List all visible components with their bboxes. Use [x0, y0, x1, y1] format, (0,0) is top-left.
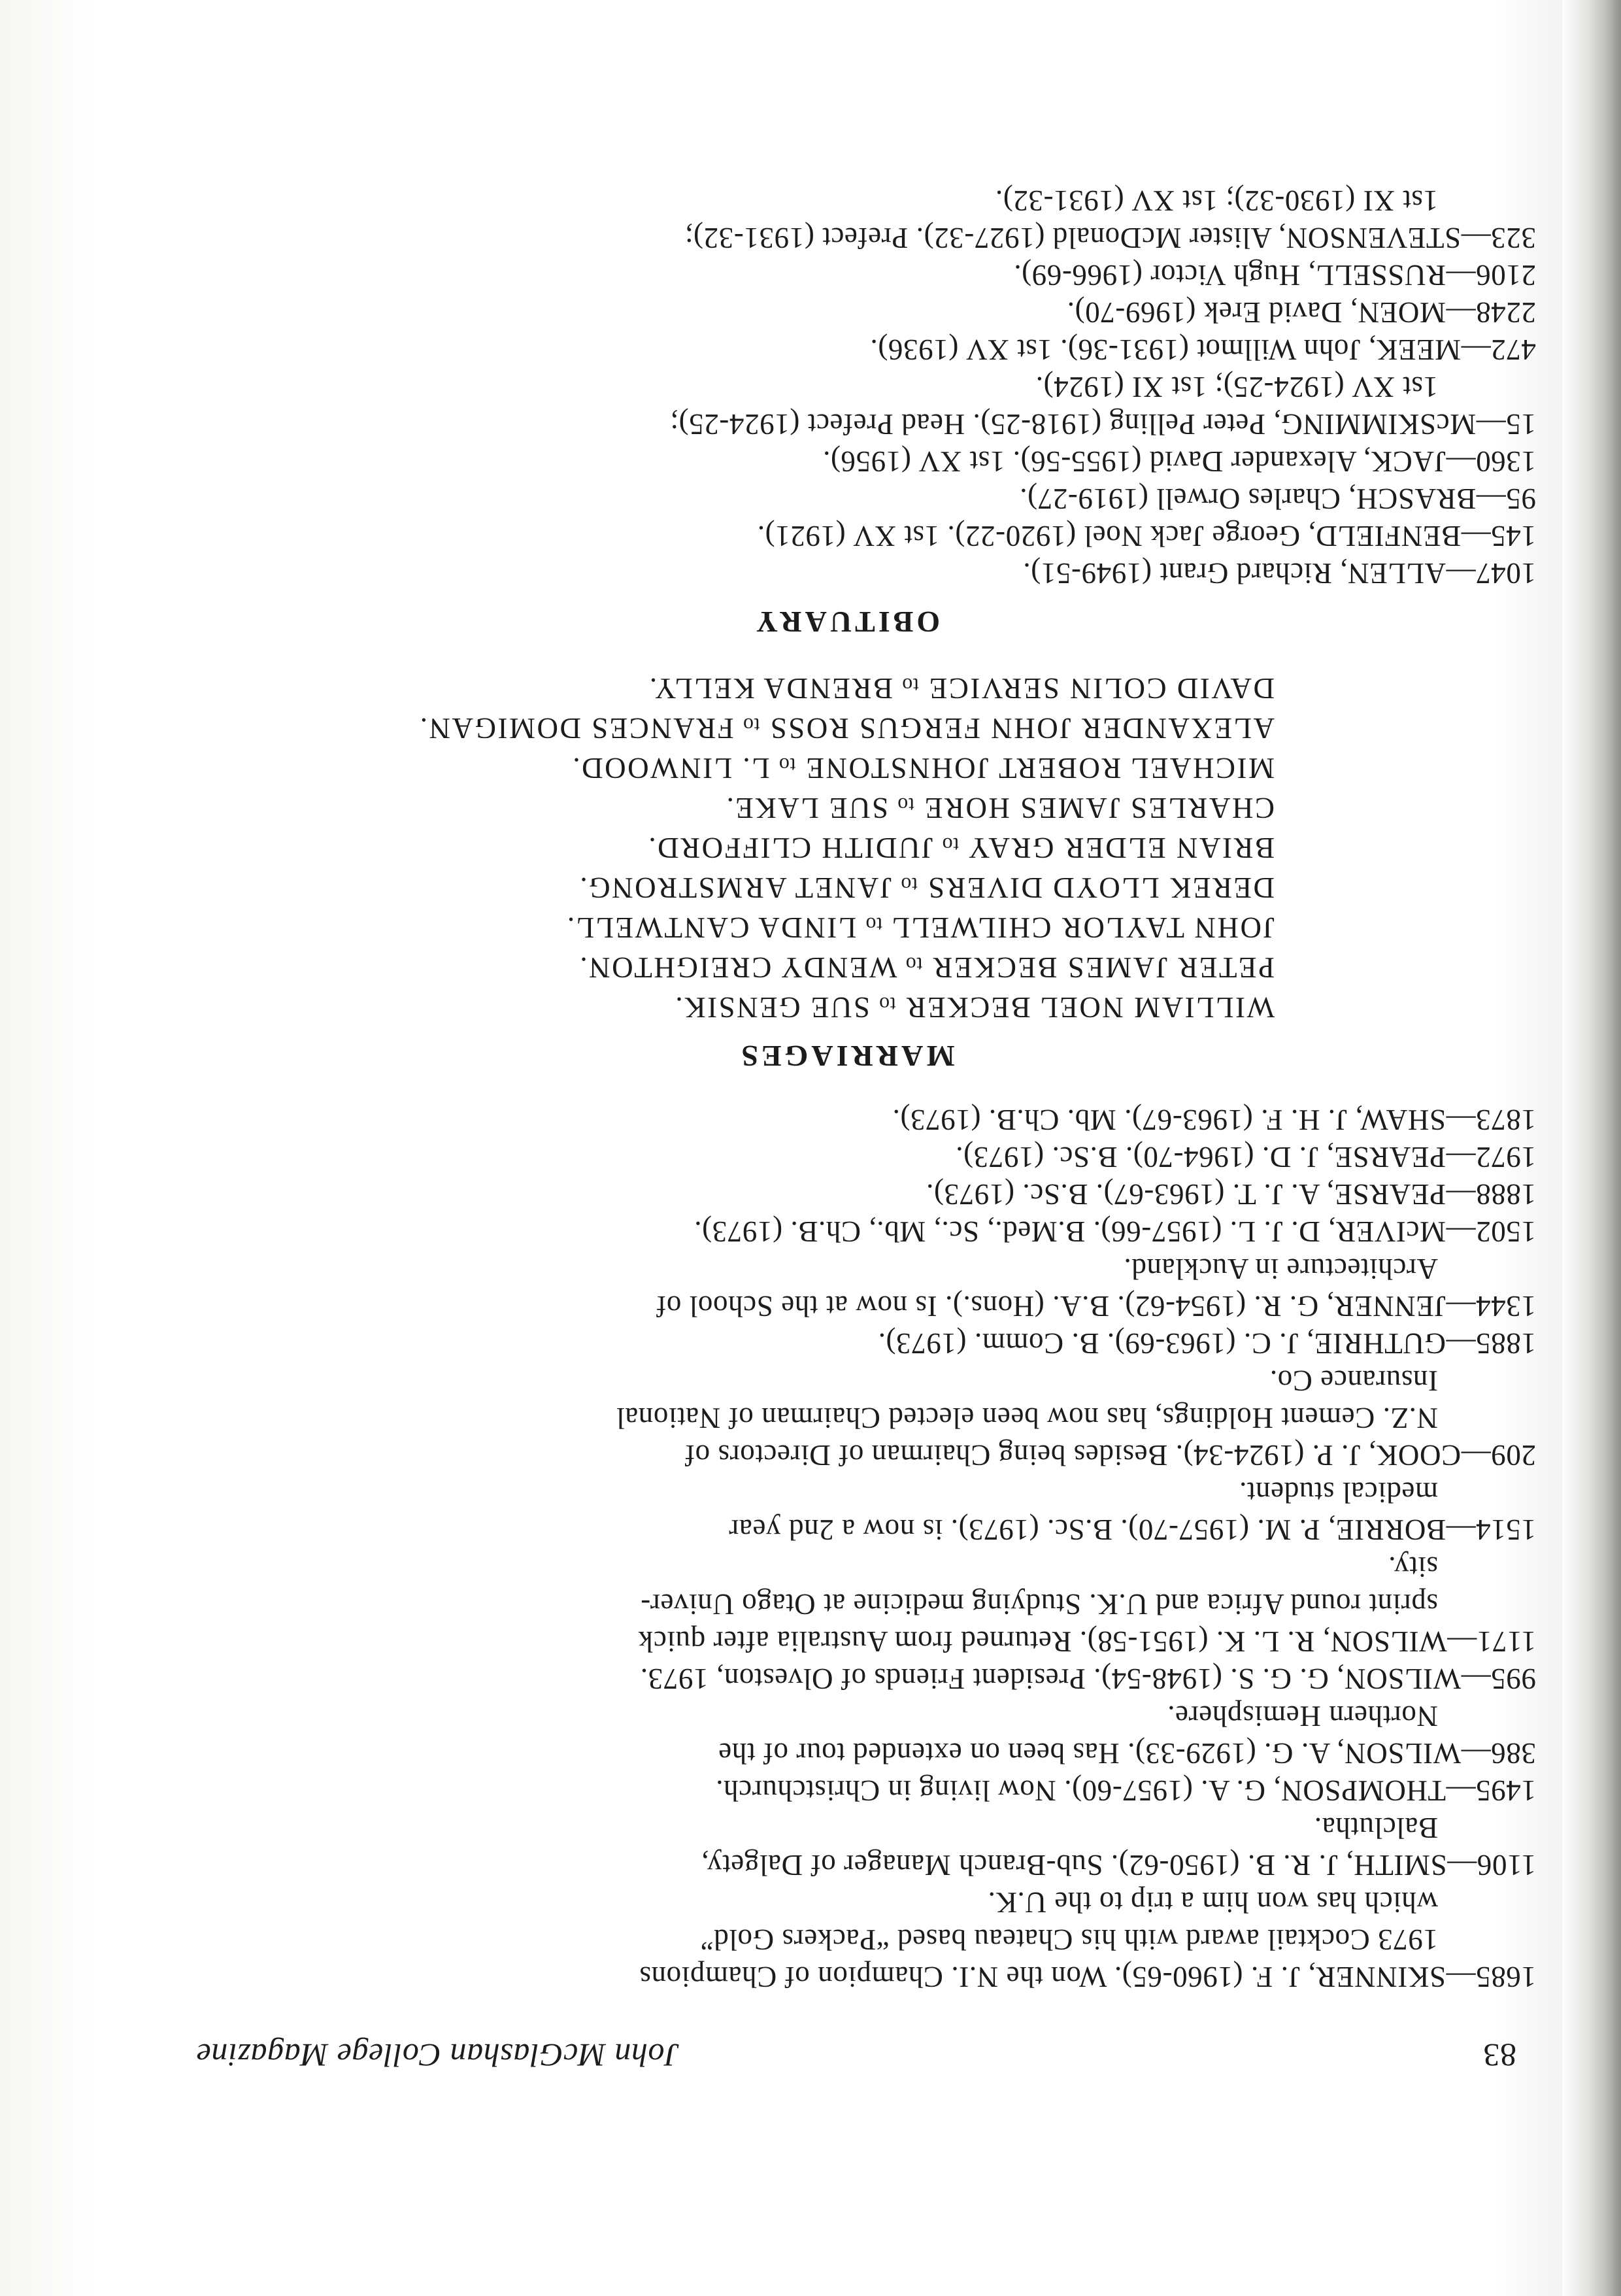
- marriage-connector: to: [905, 953, 923, 977]
- obituary-list: [157, 182, 1536, 592]
- entry-continuation-line: Insurance Co.: [1269, 1364, 1438, 1397]
- groom-name: MICHAEL ROBERT JOHNSTONE: [804, 752, 1275, 785]
- list-item: [157, 1809, 1536, 1883]
- marriage-entry: [157, 707, 1275, 747]
- list-item: [157, 256, 1536, 294]
- groom-name: DAVID COLIN SERVICE: [927, 672, 1275, 705]
- bride-name: JANET ARMSTRONG.: [578, 871, 892, 904]
- marriages-list: [157, 667, 1536, 1026]
- list-item: [157, 182, 1536, 256]
- marriage-entry: [157, 986, 1275, 1026]
- marriage-connector: to: [897, 794, 914, 817]
- entry-first-line: 1885—GUTHRIE, J. C. (1963-69). B. Comm. (1973).: [878, 1327, 1536, 1360]
- marriage-connector: to: [942, 834, 960, 857]
- list-item: [157, 1548, 1536, 1660]
- page-content: [157, 182, 1536, 2080]
- entry-continuation-line: sity.: [1388, 1551, 1438, 1583]
- entry-continuation-line: 1st XI (1930-32); 1st XV (1931-32).: [995, 184, 1438, 217]
- list-item: [157, 1697, 1536, 1772]
- entry-first-line: 1106—SMITH, J. R. B. (1950-62). Sub-Branch Manager of Dalgety,: [701, 1849, 1536, 1882]
- entry-first-line: 1502—McIVER, D. J. L. (1957-66). B.Med., Sc., Mb., Ch.B. (1973).: [694, 1215, 1536, 1248]
- publication-title: John McGlashan College Magazine: [196, 2037, 680, 2074]
- entry-continuation-line: Northern Hemisphere.: [1167, 1700, 1438, 1732]
- groom-name: BRIAN ELDER GRAY: [967, 832, 1275, 864]
- entry-continuation-line: 1973 Cocktail award with his Chateau based “Packers Gold”: [700, 1923, 1438, 1956]
- entry-first-line: 1495—THOMPSON, G. A. (1957-60). Now living in Christchurch.: [715, 1774, 1536, 1807]
- bride-name: FRANCES DOMIGAN.: [418, 712, 734, 745]
- bride-name: WENDY CREIGHTON.: [578, 951, 897, 984]
- list-item: [157, 1883, 1536, 1995]
- groom-name: WILLIAM NOEL BECKER: [905, 991, 1275, 1024]
- entry-first-line: 1873—SHAW, J. H. F. (1963-67). Mb. Ch.B. (1973).: [892, 1104, 1536, 1136]
- entry-first-line: 1344—JENNER, G. R. (1954-62). B.A. (Hons.). Is now at the School of: [656, 1290, 1536, 1323]
- marriage-connector: to: [878, 993, 896, 1017]
- entry-continuation-line: 1st XV (1924-25); 1st XI (1924).: [1035, 371, 1438, 403]
- running-header: [157, 2021, 1536, 2080]
- marriage-connector: to: [900, 873, 918, 897]
- marriage-entry: [157, 667, 1275, 707]
- groom-name: PETER JAMES BECKER: [931, 951, 1275, 984]
- marriage-connector: to: [901, 674, 919, 698]
- entry-continuation-line: N.Z. Cement Holdings, has now been elected Chairman of National: [616, 1402, 1438, 1434]
- list-item: [157, 1101, 1536, 1138]
- entry-first-line: 472—MEEK, John Willmot (1931-36). 1st XV (1936).: [869, 333, 1536, 366]
- page-number: 83: [1482, 2037, 1516, 2074]
- entry-first-line: 1047—ALLEN, Richard Grant (1949-51).: [1022, 557, 1536, 590]
- list-item: [157, 368, 1536, 443]
- bride-name: BRENDA KELLY.: [648, 672, 894, 705]
- entry-first-line: 1514—BORRIE, P. M. (1957-70). B.Sc. (1973). is now a 2nd year: [728, 1513, 1536, 1546]
- list-item: [157, 480, 1536, 517]
- list-item: [157, 554, 1536, 592]
- list-item: [157, 331, 1536, 368]
- entry-continuation-line: which has won him a trip to the U.K.: [988, 1886, 1438, 1919]
- entry-continuation-line: sprint round Africa and U.K. Studying medicine at Otago Univer-: [640, 1588, 1438, 1621]
- entry-first-line: 145—BENFIELD, George Jack Noel (1920-22). 1st XV (1921).: [757, 520, 1536, 552]
- list-item: [157, 1175, 1536, 1213]
- marriage-connector: to: [778, 754, 796, 777]
- entry-first-line: 386—WILSON, A. G. (1929-33). Has been on extended tour of the: [718, 1737, 1536, 1770]
- groom-name: ALEXANDER JOHN FERGUS ROSS: [769, 712, 1275, 745]
- groom-name: CHARLES JAMES HORE: [923, 792, 1275, 824]
- entry-first-line: 1171—WILSON, R. L. K. (1951-58). Returned from Australia after quick: [638, 1625, 1536, 1658]
- list-item: [157, 1474, 1536, 1548]
- personal-notes-section: [157, 1101, 1536, 1995]
- entry-first-line: 1685—SKINNER, J. F. (1960-65). Won the N.I. Champion of Champions: [639, 1961, 1536, 1993]
- groom-name: JOHN TAYLOR CHILWELL: [891, 911, 1275, 944]
- list-item: [157, 1138, 1536, 1175]
- list-item: [157, 1362, 1536, 1474]
- list-item: [157, 443, 1536, 480]
- entry-first-line: 15—McSKIMMING, Peter Pelling (1918-25). Head Prefect (1924-25);: [669, 408, 1536, 441]
- marriage-entry: [157, 866, 1275, 906]
- list-item: [157, 1250, 1536, 1325]
- entry-first-line: 1972—PEARSE, J. D. (1964-70). B.Sc. (1973).: [955, 1141, 1536, 1173]
- list-item: [157, 1772, 1536, 1809]
- bride-name: SUE GENSIK.: [673, 991, 870, 1024]
- list-item: [157, 1660, 1536, 1697]
- entry-first-line: 995—WILSON, G. G. S. (1948-54). President Friends of Olveston, 1973.: [640, 1663, 1536, 1695]
- list-item: [157, 517, 1536, 554]
- entry-first-line: 1888—PEARSE, A. J. T. (1963-67). B.Sc. (1973).: [926, 1178, 1536, 1211]
- entry-first-line: 323—STEVENSON, Alister McDonald (1927-32). Prefect (1931-32);: [684, 222, 1536, 254]
- marriage-entry: [157, 786, 1275, 826]
- groom-name: DEREK LLOYD DIVERS: [926, 871, 1275, 904]
- bride-name: SUE LAKE.: [725, 792, 889, 824]
- marriage-entry: [157, 747, 1275, 786]
- entry-continuation-line: medical student.: [1239, 1476, 1438, 1509]
- entry-continuation-line: Architecture in Auckland.: [1123, 1253, 1438, 1285]
- entry-first-line: 95—BRASCH, Charles Orwell (1919-27).: [1019, 482, 1536, 515]
- list-item: [157, 294, 1536, 331]
- bride-name: LINDA CANTWELL.: [565, 911, 857, 944]
- bride-name: L. LINWOOD.: [571, 752, 770, 785]
- list-item: [157, 1325, 1536, 1362]
- list-item: [157, 1213, 1536, 1250]
- entry-first-line: 209—COOK, J. P. (1924-34). Besides being Chairman of Directors of: [684, 1439, 1536, 1472]
- marriage-entry: [157, 826, 1275, 866]
- marriage-entry: [157, 906, 1275, 946]
- entry-first-line: 1360—JACK, Alexander David (1955-56). 1st XV (1956).: [822, 445, 1536, 478]
- marriages-heading: MARRIAGES: [738, 1039, 955, 1073]
- obituary-heading: OBITUARY: [752, 605, 941, 639]
- bride-name: JUDITH CLIFFORD.: [646, 832, 933, 864]
- marriage-connector: to: [743, 714, 760, 737]
- entry-first-line: 2106—RUSSELL, Hugh Victor (1966-69).: [1013, 259, 1536, 292]
- entry-first-line: 2248—MOEN, David Erek (1969-70).: [1067, 296, 1536, 329]
- marriage-entry: [157, 946, 1275, 986]
- marriage-connector: to: [865, 913, 882, 937]
- entry-continuation-line: Balclutha.: [1314, 1812, 1438, 1844]
